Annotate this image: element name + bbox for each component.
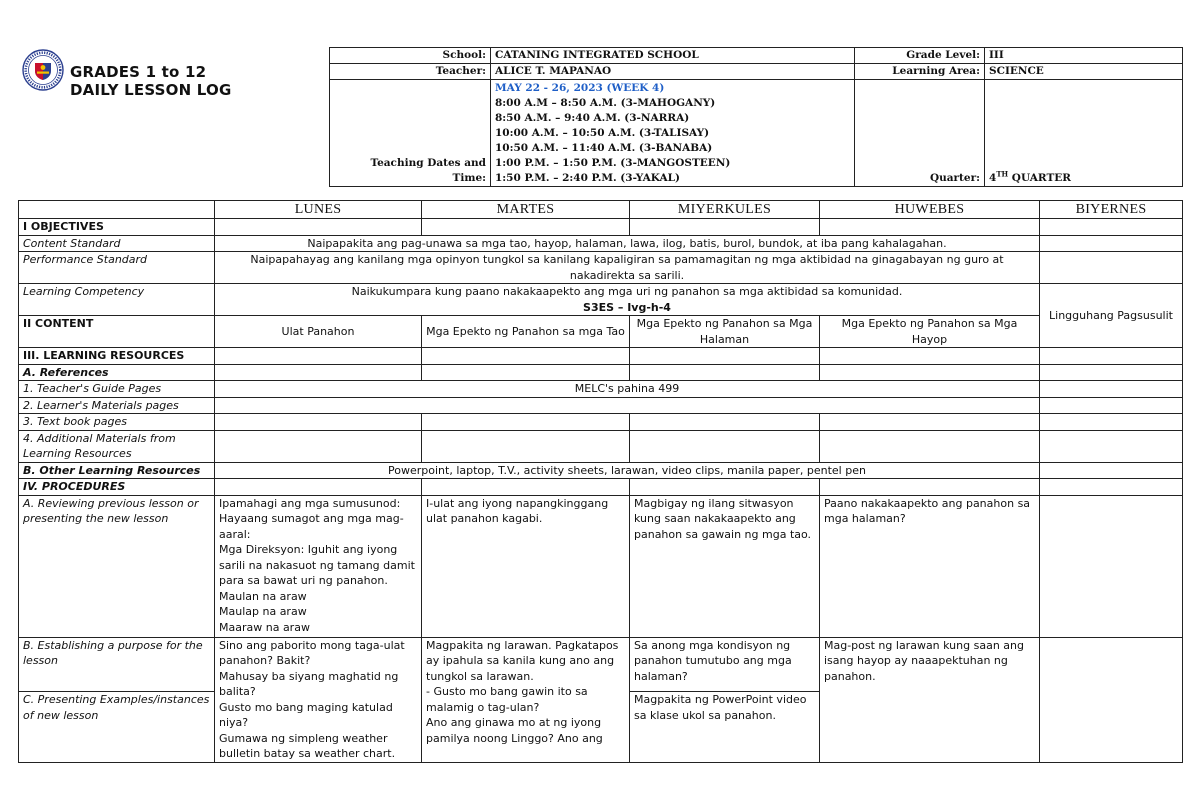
procedure-a-tuesday: I-ulat ang iyong napangkinggang ulat panahon kagabi. bbox=[422, 495, 630, 637]
procedure-line: Gusto mo bang maging katulad niya? bbox=[219, 700, 393, 729]
procedure-line: Maulan na araw bbox=[219, 589, 307, 603]
teacher-value: ALICE T. MAPANAO bbox=[491, 64, 855, 80]
time-slot: 10:00 A.M. – 10:50 A.M. (3-TALISAY) bbox=[495, 127, 710, 139]
deped-seal-logo bbox=[22, 49, 64, 91]
procedure-line: Maulap na araw bbox=[219, 605, 307, 618]
teachers-guide-text: MELC's pahina 499 bbox=[215, 381, 1040, 398]
school-value: CATANING INTEGRATED SCHOOL bbox=[491, 48, 855, 64]
additional-materials-label bbox=[19, 430, 215, 462]
procedure-line: Mga Direksyon: Iguhit ang iyong sarili na nakasuot ng tamang damit para sa bawat uri ng panahon. bbox=[219, 543, 415, 587]
procedure-a-wednesday: Magbigay ng ilang sitwasyon kung saan nakakaapekto ang panahon sa gawain ng mga tao. bbox=[630, 495, 820, 637]
references-heading: A. References bbox=[19, 364, 215, 381]
teaching-dates-label-line2: Time: bbox=[452, 172, 486, 184]
procedure-c-label: C. Presenting Examples/instances of new lesson bbox=[19, 692, 215, 762]
teacher-label: Teacher: bbox=[330, 64, 491, 80]
procedure-line: Magpakita ng larawan. Pagkatapos ay ipahula sa kanila kung ano ang tungkol sa larawan. bbox=[426, 638, 619, 683]
teaching-dates-label bbox=[330, 80, 491, 187]
learning-competency-label: Learning Competency bbox=[19, 284, 215, 316]
quarter-value bbox=[985, 80, 1183, 187]
procedure-line: Mahusay ba siyang maghatid ng balita? bbox=[219, 669, 399, 698]
procedure-b-label: B. Establishing a purpose for the lesson bbox=[19, 637, 215, 692]
time-slot: 8:50 A.M. – 9:40 A.M. (3-NARRA) bbox=[495, 112, 690, 124]
procedure-line: Ano ang ginawa mo at ng iyong pamilya noong Linggo? Ano ang bbox=[426, 716, 603, 745]
school-label: School: bbox=[330, 48, 491, 64]
procedure-line: - Gusto mo bang gawin ito sa malamig o tag-ulan? bbox=[426, 685, 588, 714]
procedure-bc-tuesday bbox=[422, 637, 630, 762]
time-slot: 10:50 A.M. – 11:40 A.M. (3-BANABA) bbox=[495, 142, 713, 154]
learners-materials-label: 2. Learner's Materials pages bbox=[19, 397, 215, 414]
form-title-line2: DAILY LESSON LOG bbox=[70, 81, 232, 99]
quarter-number: 4 bbox=[989, 172, 997, 184]
procedure-bc-monday bbox=[215, 637, 422, 762]
additional-materials-line2: Learning Resources bbox=[23, 447, 132, 460]
time-slot: 8:00 A.M – 8:50 A.M. (3-MAHOGANY) bbox=[495, 97, 716, 109]
week-label: MAY 22 - 26, 2023 (WEEK 4) bbox=[495, 82, 665, 94]
learning-competency-text bbox=[215, 284, 1040, 316]
day-header-tuesday: MARTES bbox=[422, 201, 630, 219]
content-heading: II CONTENT bbox=[19, 316, 215, 348]
time-slot: 1:50 P.M. – 2:40 P.M. (3-YAKAL) bbox=[495, 172, 680, 184]
procedure-a-label: A. Reviewing previous lesson or presenting the new lesson bbox=[19, 495, 215, 637]
learning-area-value: SCIENCE bbox=[985, 64, 1183, 80]
learning-resources-heading: III. LEARNING RESOURCES bbox=[19, 348, 215, 365]
day-header-friday: BIYERNES bbox=[1040, 201, 1183, 219]
procedure-a-monday bbox=[215, 495, 422, 637]
procedure-c-wednesday: Magpakita ng PowerPoint video sa klase ukol sa panahon. bbox=[630, 692, 820, 762]
procedure-b-wednesday: Sa anong mga kondisyon ng panahon tumutubo ang mga halaman? bbox=[630, 637, 820, 692]
grade-level-label: Grade Level: bbox=[855, 48, 985, 64]
procedure-a-thursday: Paano nakakaapekto ang panahon sa mga halaman? bbox=[820, 495, 1040, 637]
procedure-line: Maaraw na araw bbox=[219, 620, 310, 634]
content-standard-label: Content Standard bbox=[19, 235, 215, 252]
content-tuesday: Mga Epekto ng Panahon sa mga Tao bbox=[422, 316, 630, 348]
procedure-line: Gumawa ng simpleng weather bulletin batay sa weather chart. bbox=[219, 731, 396, 760]
form-title bbox=[70, 63, 232, 99]
lesson-log-table bbox=[18, 200, 1183, 763]
content-thursday: Mga Epekto ng Panahon sa Mga Hayop bbox=[820, 316, 1040, 348]
quarter-word: QUARTER bbox=[1011, 172, 1072, 184]
day-header-row bbox=[19, 201, 1183, 219]
performance-standard-label: Performance Standard bbox=[19, 252, 215, 284]
weekly-test-label: Lingguhang Pagsusulit bbox=[1040, 284, 1183, 348]
form-title-line1: GRADES 1 to 12 bbox=[70, 63, 207, 81]
objectives-heading: I OBJECTIVES bbox=[19, 219, 215, 236]
content-standard-text: Naipapakita ang pag-unawa sa mga tao, hayop, halaman, lawa, ilog, batis, burol, bundok, at iba pang kahalagahan. bbox=[215, 235, 1040, 252]
competency-code: S3ES – Ivg-h-4 bbox=[583, 300, 671, 314]
textbook-pages-label: 3. Text book pages bbox=[19, 414, 215, 431]
learning-area-label: Learning Area: bbox=[855, 64, 985, 80]
quarter-suffix: TH bbox=[996, 169, 1009, 179]
day-header-monday: LUNES bbox=[215, 201, 422, 219]
quarter-label: Quarter: bbox=[855, 80, 985, 187]
learning-competency-description: Naikukumpara kung paano nakakaapekto ang mga uri ng panahon sa mga aktibidad sa komunidad. bbox=[351, 285, 903, 298]
grade-level-value: III bbox=[985, 48, 1183, 64]
header-info-table bbox=[329, 47, 1183, 187]
day-header-thursday: HUWEBES bbox=[820, 201, 1040, 219]
procedure-line: Hayaang sumagot ang mga mag-aaral: bbox=[219, 512, 404, 541]
teaching-dates-label-line1: Teaching Dates and bbox=[370, 157, 486, 169]
teachers-guide-label: 1. Teacher's Guide Pages bbox=[19, 381, 215, 398]
additional-materials-line1: 4. Additional Materials from bbox=[23, 431, 176, 445]
procedure-line: Ipamahagi ang mga sumusunod: bbox=[219, 496, 401, 510]
other-resources-label: B. Other Learning Resources bbox=[19, 462, 215, 479]
procedures-heading: IV. PROCEDURES bbox=[19, 479, 215, 496]
procedure-line: Sino ang paborito mong taga-ulat panahon? Bakit? bbox=[219, 638, 405, 667]
performance-standard-text: Naipapahayag ang kanilang mga opinyon tungkol sa kanilang kapaligiran sa pamamagitan ng mga aktibidad na ginagabayan ng guro at nakadirekta sa sarili. bbox=[215, 252, 1040, 284]
content-monday: Ulat Panahon bbox=[215, 316, 422, 348]
time-slot: 1:00 P.M. – 1:50 P.M. (3-MANGOSTEEN) bbox=[495, 157, 731, 169]
blank-header-cell bbox=[19, 201, 215, 219]
procedure-bc-thursday: Mag-post ng larawan kung saan ang isang hayop ay naaapektuhan ng panahon. bbox=[820, 637, 1040, 762]
day-header-wednesday: MIYERKULES bbox=[630, 201, 820, 219]
content-wednesday: Mga Epekto ng Panahon sa Mga Halaman bbox=[630, 316, 820, 348]
other-resources-text: Powerpoint, laptop, T.V., activity sheets, larawan, video clips, manila paper, pentel pen bbox=[215, 462, 1040, 479]
teaching-dates-value bbox=[491, 80, 855, 187]
